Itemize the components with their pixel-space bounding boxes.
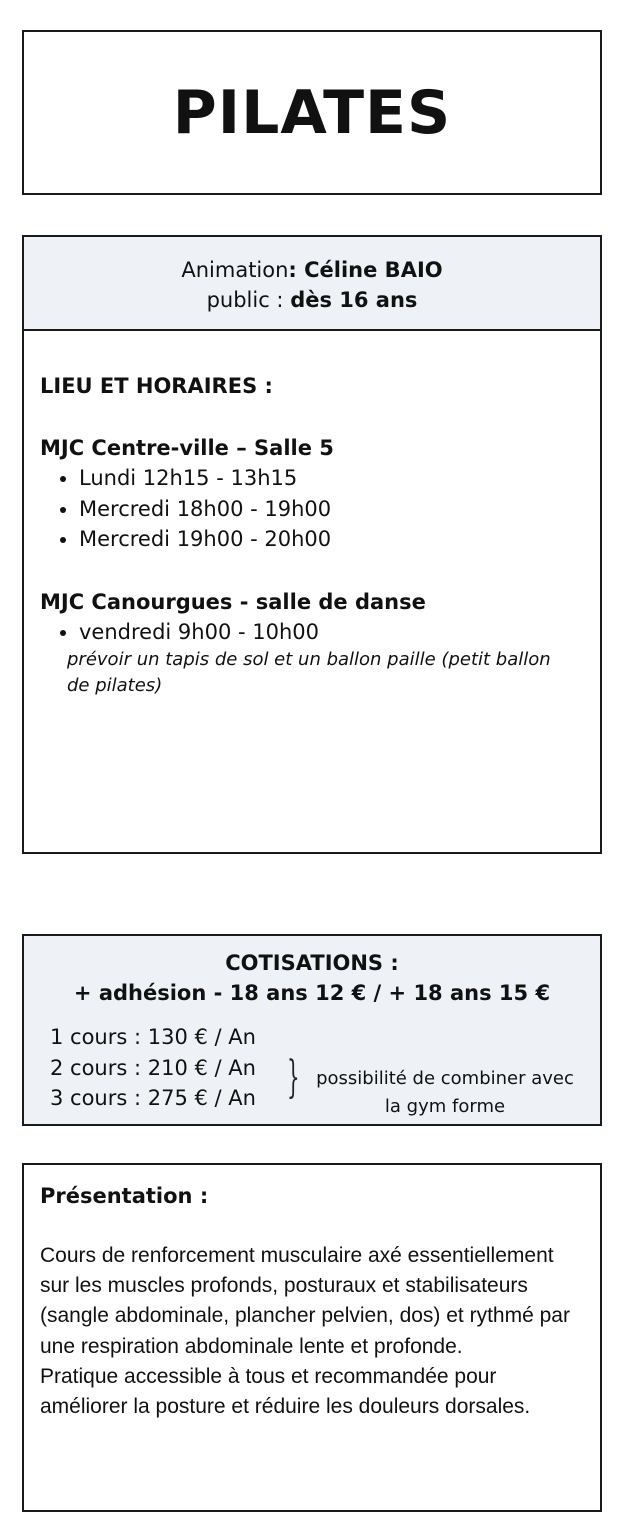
- presentation-text: [40, 1241, 582, 1422]
- brace-icon: }: [287, 1052, 300, 1103]
- schedule-list: [40, 463, 584, 555]
- presentation-title: Présentation :: [40, 1184, 209, 1208]
- info-body: [40, 371, 584, 699]
- presentation-paragraph: Cours de renforcement musculaire axé essentiellement sur les muscles profonds, posturaux et stabilisateurs (sangle abdominale, plancher pelvien, dos) et rythmé par une respiration abdominale lente et profonde.: [40, 1244, 570, 1358]
- title-box: [22, 30, 602, 195]
- cotisations-card: [22, 934, 602, 1126]
- price-list: [50, 1022, 256, 1114]
- public-value: dès 16 ans: [290, 288, 418, 312]
- animation-line: [24, 255, 600, 285]
- venue-name: MJC Canourgues - salle de danse: [40, 589, 426, 614]
- presentation-paragraph: Pratique accessible à tous et recommandée pour améliorer la posture et réduire les douleurs dorsales.: [40, 1364, 531, 1419]
- cotisations-title: COTISATIONS :: [225, 951, 399, 975]
- page-title: PILATES: [172, 78, 452, 148]
- venue-name: MJC Centre-ville – Salle 5: [40, 436, 334, 460]
- schedule-item: • Lundi 12h15 - 13h15: [79, 463, 584, 494]
- info-card: [22, 235, 602, 854]
- price-item: 2 cours : 210 € / An: [50, 1055, 256, 1080]
- schedule-list: [40, 617, 584, 648]
- price-item: 1 cours : 130 € / An: [50, 1025, 256, 1049]
- combine-note: possibilité de combiner avec la gym forme: [316, 1068, 574, 1117]
- schedule-item: • Mercredi 18h00 - 19h00: [79, 494, 584, 525]
- presentation-card: [22, 1163, 602, 1512]
- lieu-heading: LIEU ET HORAIRES :: [40, 374, 273, 398]
- price-item: 3 cours : 275 € / An: [50, 1086, 256, 1110]
- equipment-note: prévoir un tapis de sol et un ballon paille (petit ballon de pilates): [67, 649, 551, 696]
- public-label: public :: [206, 288, 284, 312]
- schedule-item: • vendredi 9h00 - 10h00: [79, 617, 584, 648]
- animation-value: : Céline BAIO: [288, 258, 443, 282]
- animation-label: Animation: [181, 258, 289, 282]
- public-line: [24, 285, 600, 315]
- schedule-item: • Mercredi 19h00 - 20h00: [79, 524, 584, 555]
- info-header: [24, 237, 600, 331]
- adhesion-line: + adhésion - 18 ans 12 € / + 18 ans 15 €: [73, 981, 551, 1005]
